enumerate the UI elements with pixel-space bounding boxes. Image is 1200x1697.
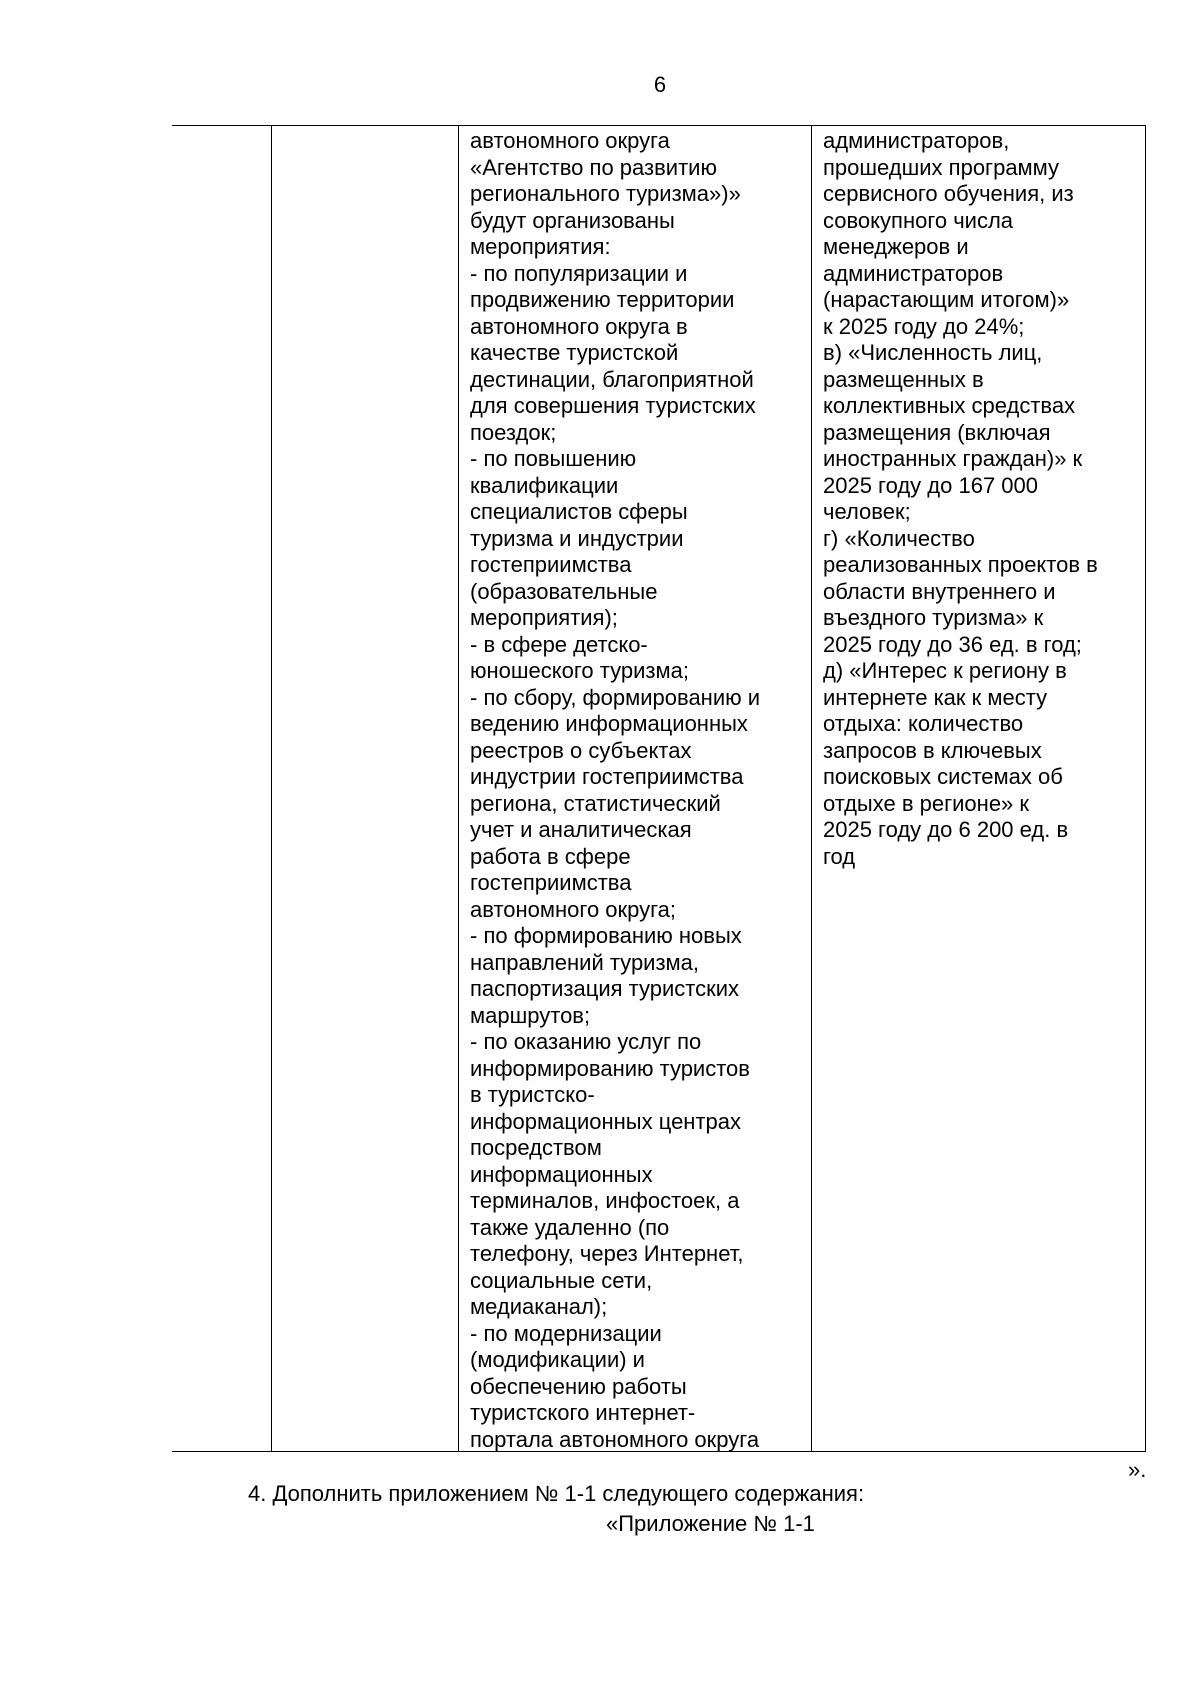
column-3-line: посредством (470, 1135, 602, 1160)
column-4-line: к 2025 году до 24%; (823, 313, 1025, 339)
column-4-line: размещения (включая (823, 419, 1051, 445)
column-3-line: паспортизация туристских (470, 976, 739, 1001)
column-3-line: качестве туристской (470, 340, 679, 365)
column-3-line: информационных (470, 1161, 653, 1187)
column-3-line: информированию туристов (470, 1055, 750, 1081)
column-3-line: мероприятия); (470, 605, 618, 630)
column-3-line: гостеприимства (470, 552, 632, 577)
column-4-line: реализованных проектов в (823, 552, 1098, 577)
column-3-line: (образовательные (470, 578, 658, 604)
column-4-line: иностранных граждан)» к (823, 446, 1083, 471)
column-3-line: «Агентство по развитию (470, 154, 717, 180)
column-3-line: - по популяризации и (470, 260, 688, 286)
column-4-line: 2025 году до 167 000 (823, 472, 1039, 498)
column-4-line: 2025 году до 36 ед. в год; (823, 631, 1082, 657)
column-3-line: терминалов, инфостоек, а (470, 1188, 740, 1213)
column-3-line: - по повышению (470, 446, 637, 471)
column-3-line: региона, статистический (470, 790, 721, 816)
column-3-line: туризма и индустрии (470, 525, 684, 551)
column-3-line: - по оказанию услуг по (470, 1029, 702, 1054)
column-4-text (823, 128, 1140, 870)
table-bottom-border (172, 1451, 1146, 1452)
column-4-line: въездного туризма» к (823, 605, 1044, 630)
column-3-line: специалистов сферы (470, 499, 688, 524)
column-4-line: 2025 году до 6 200 ед. в (823, 817, 1069, 842)
column-3-line: также удаленно (по (470, 1214, 670, 1240)
column-3-line: направлений туризма, (470, 949, 700, 975)
column-3-line: поездок; (470, 419, 557, 445)
column-3-line: маршрутов; (470, 1002, 591, 1028)
column-3-line: работа в сфере (470, 843, 631, 869)
closing-quote: ». (1128, 1457, 1147, 1482)
column-3-line: - в сфере детско- (470, 631, 648, 657)
column-3-line: будут организованы (470, 207, 675, 233)
column-4-line: прошедших программу (823, 154, 1060, 180)
column-3-text (470, 128, 805, 1453)
column-3-line: автономного округа; (470, 896, 677, 922)
column-3-line: юношеского туризма; (470, 658, 689, 683)
column-4-line: размещенных в (823, 366, 984, 392)
column-3-line: портала автономного округа (470, 1426, 760, 1452)
column-3-line: информационных центрах (470, 1108, 742, 1134)
table-column-2 (271, 126, 458, 1452)
column-3-line: мероприятия: (470, 234, 611, 259)
column-4-line: поисковых системах об (823, 764, 1063, 789)
column-3-line: - по формированию новых (470, 923, 742, 948)
column-4-line: отдыха: количество (823, 711, 1024, 736)
column-3-line: регионального туризма»)» (470, 181, 741, 206)
appendix-title: «Приложение № 1-1 (606, 1511, 815, 1536)
column-4-line: области внутреннего и (823, 578, 1056, 604)
column-3-line: туристского интернет- (470, 1400, 696, 1425)
column-3-line: автономного округа в (470, 313, 688, 339)
column-4-line: менеджеров и (823, 234, 969, 259)
table-column-3 (458, 126, 811, 1452)
column-3-line: продвижению территории (470, 287, 735, 312)
column-3-line: телефону, через Интернет, (470, 1241, 744, 1266)
column-3-line: обеспечению работы (470, 1373, 687, 1399)
column-3-line: для совершения туристских (470, 393, 756, 418)
column-4-line: совокупного числа (823, 207, 1014, 233)
column-3-line: - по модернизации (470, 1320, 662, 1346)
column-4-line: отдыхе в регионе» к (823, 790, 1030, 816)
column-4-line: сервисного обучения, из (823, 181, 1074, 206)
column-3-line: социальные сети, (470, 1267, 653, 1293)
column-4-line: человек; (823, 499, 911, 524)
column-3-line: (модификации) и (470, 1347, 645, 1372)
column-3-line: дестинации, благоприятной (470, 366, 754, 392)
page-number: 6 (653, 72, 667, 97)
column-3-line: медиаканал); (470, 1294, 608, 1319)
content-table (172, 125, 1146, 1452)
column-4-line: д) «Интерес к региону в (823, 658, 1067, 683)
table-column-4 (811, 126, 1146, 1452)
amendment-paragraph: 4. Дополнить приложением № 1-1 следующего содержания: (248, 1481, 865, 1506)
column-4-line: в) «Численность лиц, (823, 340, 1043, 365)
column-4-line: интернете как к месту (823, 684, 1048, 710)
column-3-line: ведению информационных (470, 711, 748, 736)
column-3-line: реестров о субъектах (470, 737, 692, 763)
column-4-line: год (823, 843, 856, 869)
column-3-line: в туристско- (470, 1082, 595, 1107)
column-3-line: индустрии гостеприимства (470, 764, 744, 789)
column-4-line: администраторов (823, 260, 1004, 286)
column-3-line: - по сбору, формированию и (470, 684, 761, 710)
column-4-line: (нарастающим итогом)» (823, 287, 1070, 312)
column-3-line: гостеприимства (470, 870, 632, 895)
column-3-line: автономного округа (470, 128, 670, 153)
column-4-line: администраторов, (823, 128, 1010, 153)
column-4-line: г) «Количество (823, 525, 975, 551)
column-3-line: квалификации (470, 472, 619, 498)
column-4-line: запросов в ключевых (823, 737, 1042, 763)
column-3-line: учет и аналитическая (470, 817, 692, 842)
column-4-line: коллективных средствах (823, 393, 1076, 418)
